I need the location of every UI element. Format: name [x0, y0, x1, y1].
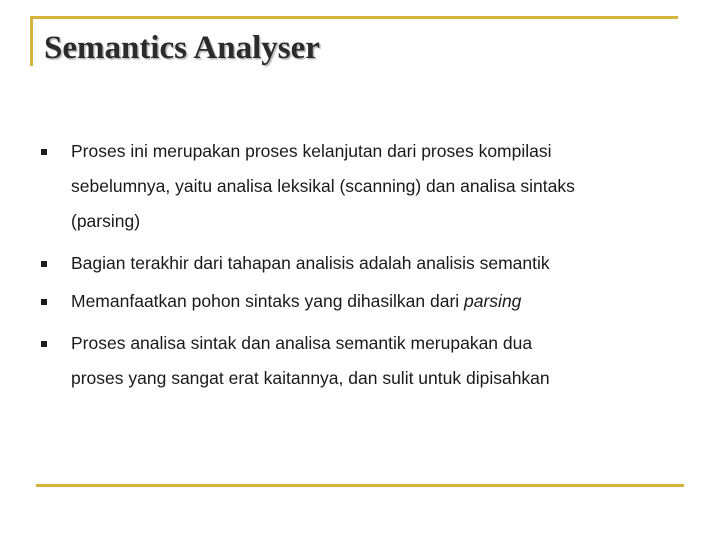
bullet-line: sebelumnya, yaitu analisa leksikal (scanning) dan analisa sintaks [71, 176, 575, 196]
square-bullet-icon [41, 261, 47, 267]
bullet-text [71, 284, 691, 319]
square-bullet-icon [41, 149, 47, 155]
bullet-line: Proses analisa sintak dan analisa semantik merupakan dua [71, 333, 533, 353]
bullet-text-italic: parsing [464, 291, 522, 311]
left-accent-rule [30, 16, 33, 66]
bullet-line: proses yang sangat erat kaitannya, dan sulit untuk dipisahkan [71, 368, 550, 388]
bullet-line: (parsing) [71, 211, 141, 231]
bullet-text [71, 134, 691, 239]
square-bullet-icon [41, 341, 47, 347]
bullet-text-prefix: Memanfaatkan pohon sintaks yang dihasilkan dari [71, 291, 465, 311]
bullet-text [71, 326, 691, 396]
top-accent-rule [30, 16, 678, 19]
bullet-text: Bagian terakhir dari tahapan analisis adalah analisis semantik [71, 253, 550, 273]
bottom-accent-rule [36, 484, 684, 487]
bullet-line: Proses ini merupakan proses kelanjutan dari proses kompilasi [71, 141, 552, 161]
square-bullet-icon [41, 299, 47, 305]
slide-title: Semantics Analyser [44, 30, 320, 66]
